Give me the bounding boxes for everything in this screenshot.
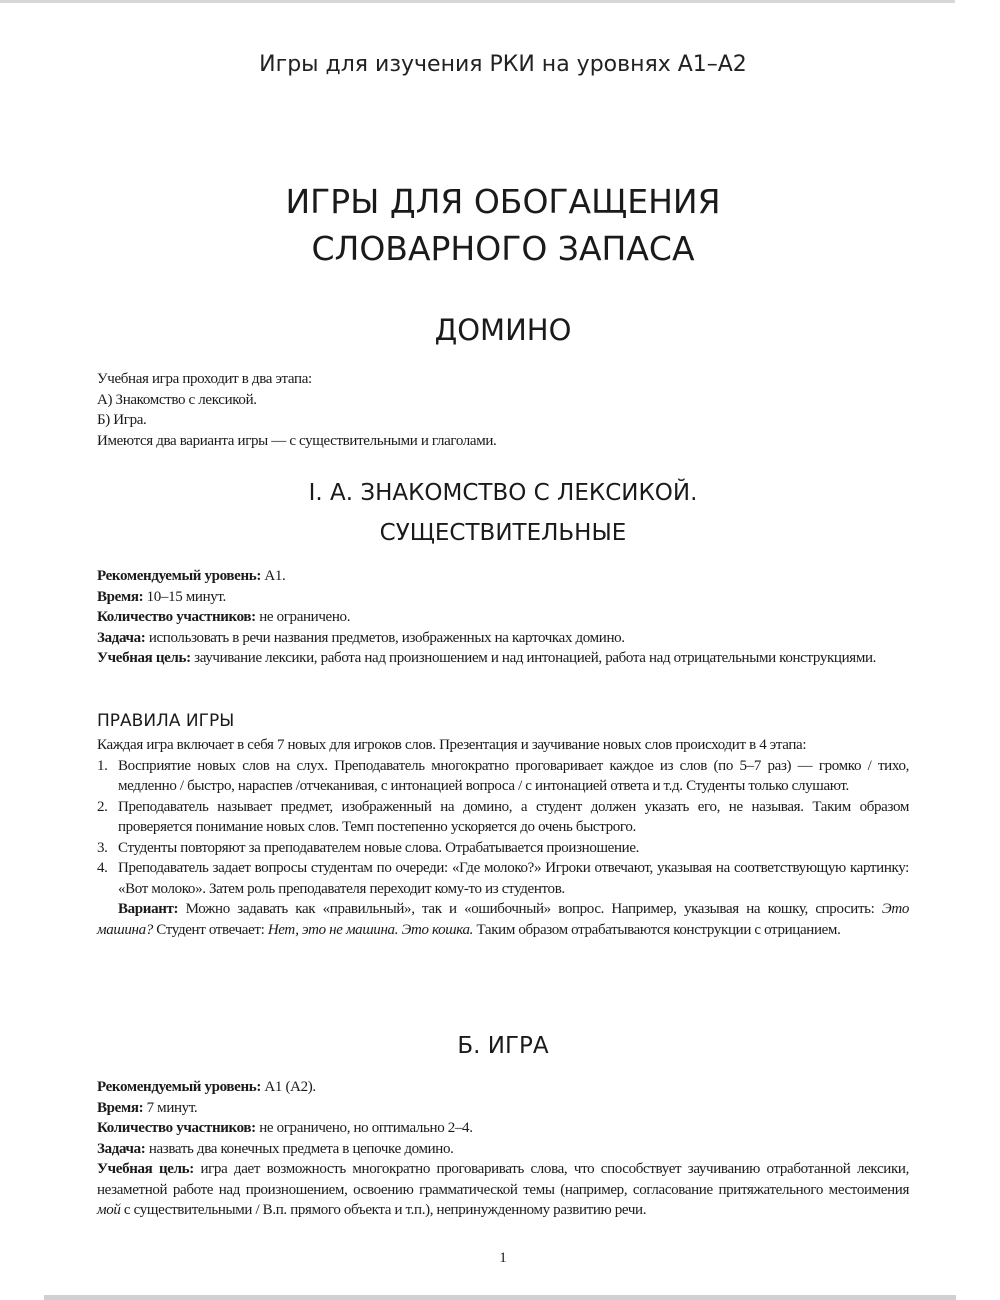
meta-goal: Учебная цель: игра дает возможность многократно проговаривать слова, что способствует заучиванию отработанной лексики, незаметной работе над произношением, освоению грамматической темы (например, согласование притяжательного местоимения мой с существительными / В.п. прямого объекта и т.п.), непринужденному развитию речи. xyxy=(97,1161,909,1218)
meta-participants: Количество участников: не ограничено. xyxy=(97,609,351,625)
page-number: 1 xyxy=(499,1250,507,1266)
chapter-title-line: ИГРЫ ДЛЯ ОБОГАЩЕНИЯ xyxy=(285,182,721,221)
meta-level: Рекомендуемый уровень: А1 (А2). xyxy=(97,1079,316,1095)
rules-intro: Каждая игра включает в себя 7 новых для игроков слов. Презентация и заучивание новых слов происходит в 4 этапа: xyxy=(97,737,807,753)
section1-meta xyxy=(97,566,909,669)
meta-task: Задача: назвать два конечных предмета в цепочке домино. xyxy=(97,1140,454,1157)
intro-line: А) Знакомство с лексикой. xyxy=(97,391,257,408)
rules-item: 1. Восприятие новых слов на слух. Преподаватель многократно проговаривает каждое из слов (по 5–7 раз) — громко / тихо, медленно / быстро, нараспев /отчеканивая, с интонацией вопроса / с интонацией ответа и т.д. Студенты только слушают. xyxy=(97,757,909,794)
intro xyxy=(97,369,909,451)
rules-variant: Вариант: Можно задавать как «правильный», так и «ошибочный» вопрос. Например, указывая на кошку, спросить: Это машина? Студент отвечает: Нет, это не машина. Это кошка. Таким образом отрабатываются конструкции с отрицанием. xyxy=(97,901,909,938)
rules-body xyxy=(97,735,909,940)
meta-level: Рекомендуемый уровень: А1. xyxy=(97,568,286,584)
section2-title: Б. ИГРА xyxy=(457,1033,549,1059)
meta-time: Время: 7 минут. xyxy=(97,1099,198,1116)
game-title: ДОМИНО xyxy=(434,313,572,347)
intro-line: Учебная игра проходит в два этапа: xyxy=(97,371,312,387)
chapter-title-line: СЛОВАРНОГО ЗАПАСА xyxy=(311,229,695,268)
meta-participants: Количество участников: не ограничено, но оптимально 2–4. xyxy=(97,1120,473,1136)
section1-title xyxy=(97,473,909,553)
rules-item: 2. Преподаватель называет предмет, изображенный на домино, а студент должен указать его, не называя. Таким образом проверяется понимание новых слов. Темп постепенно ускоряется до очень быстрого. xyxy=(97,798,909,835)
viewer-top-edge xyxy=(0,0,955,3)
rules-item: 4. Преподаватель задает вопросы студентам по очереди: «Где молоко?» Игроки отвечают, указывая на соответствующую картинку: «Вот молоко». Затем роль преподавателя переходит кому-то из студентов. xyxy=(97,860,909,897)
section2-meta xyxy=(97,1077,909,1221)
meta-goal: Учебная цель: заучивание лексики, работа над произношением и над интонацией, работа над отрицательными конструкциями. xyxy=(97,650,877,666)
rules-list xyxy=(97,756,909,900)
running-header: Игры для изучения РКИ на уровнях А1–А2 xyxy=(259,52,747,77)
viewer-bottom-edge xyxy=(44,1295,956,1300)
section1-title-line: I. А. ЗНАКОМСТВО С ЛЕКСИКОЙ. xyxy=(308,480,698,506)
meta-task: Задача: использовать в речи названия предметов, изображенных на карточках домино. xyxy=(97,629,625,646)
meta-time: Время: 10–15 минут. xyxy=(97,588,226,605)
chapter-title xyxy=(97,178,909,272)
rules-item: 3. Студенты повторяют за преподавателем новые слова. Отрабатывается произношение. xyxy=(97,839,640,856)
section1-title-line: СУЩЕСТВИТЕЛЬНЫЕ xyxy=(379,520,627,546)
rules-title: ПРАВИЛА ИГРЫ xyxy=(97,711,235,731)
intro-line: Б) Игра. xyxy=(97,412,147,428)
intro-line: Имеются два варианта игры — с существительными и глаголами. xyxy=(97,432,497,449)
